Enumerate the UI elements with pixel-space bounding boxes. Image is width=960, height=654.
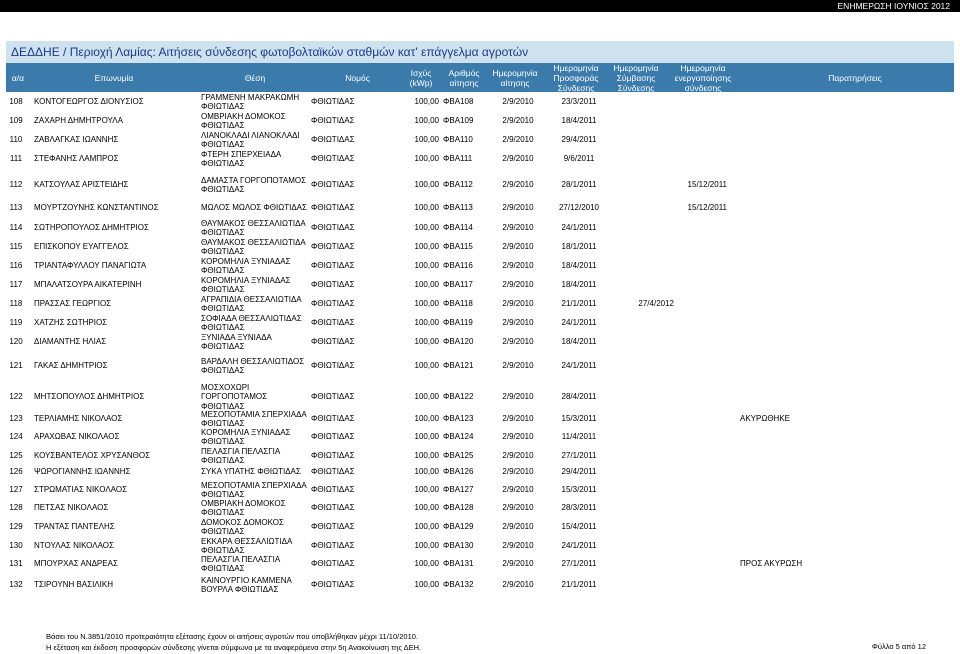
- cell-location: ΜΟΣΧΟΧΩΡΙ ΓΟΡΓΟΠΟΤΑΜΟΣ ΦΘΙΩΤΙΔΑΣ: [201, 382, 268, 411]
- cell-power: 100,00: [414, 299, 439, 309]
- cell-prefecture: ΦΘΙΩΤΙΔΑΣ: [311, 559, 355, 569]
- cell-app-date: 2/9/2010: [502, 135, 534, 145]
- cell-offer-date: 24/1/2011: [561, 318, 597, 328]
- cell-power: 100,00: [414, 522, 439, 532]
- col-header-power: Ισχύς (kWp): [409, 67, 433, 88]
- cell-app-number: ΦΒΑ131: [443, 559, 474, 569]
- page-title: ΔΕΔΔΗΕ / Περιοχή Λαμίας: Αιτήσεις σύνδεσης φωτοβολταϊκών σταθμών κατ' επάγγελμα αγροτών: [11, 45, 529, 59]
- cell-offer-date: 15/3/2011: [561, 485, 597, 495]
- cell-name: ΖΑΒΛΑΓΚΑΣ ΙΩΑΝΝΗΣ: [34, 135, 119, 145]
- cell-prefecture: ΦΘΙΩΤΙΔΑΣ: [311, 432, 355, 442]
- cell-aa: 108: [9, 97, 23, 107]
- cell-location: ΒΑΡΔΑΛΗ ΘΕΣΣΑΛΙΩΤΙΔΟΣ ΦΘΙΩΤΙΔΑΣ: [201, 356, 305, 375]
- cell-app-date: 2/9/2010: [502, 392, 534, 402]
- cell-aa: 114: [9, 223, 23, 233]
- cell-app-number: ΦΒΑ113: [443, 203, 473, 213]
- cell-prefecture: ΦΘΙΩΤΙΔΑΣ: [311, 414, 355, 424]
- cell-name: ΤΕΡΛΙΑΜΗΣ ΝΙΚΟΛΑΟΣ: [34, 414, 123, 424]
- cell-app-date: 2/9/2010: [502, 361, 534, 371]
- cell-power: 100,00: [414, 467, 439, 477]
- cell-location: ΛΙΑΝΟΚΛΑΔΙ ΛΙΑΝΟΚΛΑΔΙ ΦΘΙΩΤΙΔΑΣ: [201, 130, 300, 149]
- cell-power: 100,00: [414, 116, 439, 126]
- cell-location: ΚΑΙΝΟΥΡΓΙΟ ΚΑΜΜΕΝΑ ΒΟΥΡΛΑ ΦΘΙΩΤΙΔΑΣ: [201, 575, 292, 594]
- cell-app-number: ΦΒΑ127: [443, 485, 474, 495]
- cell-offer-date: 28/3/2011: [561, 503, 597, 513]
- cell-power: 100,00: [414, 135, 439, 145]
- cell-aa: 128: [9, 503, 23, 513]
- cell-prefecture: ΦΘΙΩΤΙΔΑΣ: [311, 318, 355, 328]
- cell-name: ΓΑΚΑΣ ΔΗΜΗΤΡΙΟΣ: [34, 361, 108, 371]
- cell-app-number: ΦΒΑ126: [443, 467, 474, 477]
- cell-name: ΜΠΑΛΑΤΣΟΥΡΑ ΑΙΚΑΤΕΡΙΝΗ: [34, 280, 142, 290]
- cell-app-date: 2/9/2010: [502, 154, 534, 164]
- cell-aa: 120: [9, 337, 23, 347]
- cell-power: 100,00: [414, 337, 439, 347]
- col-header-location: Θέση: [244, 72, 266, 83]
- cell-name: ΨΩΡΟΓΙΑΝΝΗΣ ΙΩΑΝΝΗΣ: [34, 467, 131, 477]
- cell-location: ΑΓΡΑΠΙΔΙΑ ΘΕΣΣΑΛΙΩΤΙΔΑ ΦΘΙΩΤΙΔΑΣ: [201, 294, 302, 313]
- cell-offer-date: 21/1/2011: [561, 299, 597, 309]
- cell-aa: 119: [9, 318, 23, 328]
- cell-power: 100,00: [414, 223, 439, 233]
- cell-location: ΔΟΜΟΚΟΣ ΔΟΜΟΚΟΣ ΦΘΙΩΤΙΔΑΣ: [201, 517, 284, 536]
- cell-app-number: ΦΒΑ116: [443, 261, 473, 271]
- cell-offer-date: 18/1/2011: [561, 242, 597, 252]
- cell-name: ΣΩΤΗΡΟΠΟΥΛΟΣ ΔΗΜΗΤΡΙΟΣ: [34, 223, 149, 233]
- cell-aa: 131: [9, 559, 23, 569]
- cell-app-number: ΦΒΑ108: [443, 97, 474, 107]
- col-header-activation-date: Ημερομηνία ενεργοποίησης σύνδεσης: [674, 62, 732, 93]
- cell-location: ΚΟΡΟΜΗΛΙΑ ΞΥΝΙΑΔΑΣ ΦΘΙΩΤΙΔΑΣ: [201, 275, 291, 294]
- cell-app-number: ΦΒΑ117: [443, 280, 473, 290]
- cell-app-date: 2/9/2010: [502, 116, 534, 126]
- cell-prefecture: ΦΘΙΩΤΙΔΑΣ: [311, 203, 355, 213]
- col-header-prefecture: Νομός: [345, 72, 370, 83]
- update-label: ΕΝΗΜΕΡΩΣΗ ΙΟΥΝΙΟΣ 2012: [837, 1, 950, 11]
- cell-app-number: ΦΒΑ112: [443, 180, 473, 190]
- cell-power: 100,00: [414, 392, 439, 402]
- cell-app-number: ΦΒΑ123: [443, 414, 474, 424]
- cell-aa: 124: [9, 432, 23, 442]
- cell-app-number: ΦΒΑ119: [443, 318, 473, 328]
- col-header-remarks: Παρατηρήσεις: [828, 72, 882, 83]
- cell-prefecture: ΦΘΙΩΤΙΔΑΣ: [311, 223, 355, 233]
- cell-prefecture: ΦΘΙΩΤΙΔΑΣ: [311, 135, 355, 145]
- cell-app-number: ΦΒΑ111: [443, 154, 473, 164]
- cell-app-date: 2/9/2010: [502, 97, 534, 107]
- cell-aa: 111: [9, 154, 23, 164]
- cell-app-date: 2/9/2010: [502, 432, 534, 442]
- cell-app-number: ΦΒΑ128: [443, 503, 474, 513]
- cell-app-number: ΦΒΑ110: [443, 135, 473, 145]
- cell-name: ΜΠΟΥΡΧΑΣ ΑΝΔΡΕΑΣ: [34, 559, 118, 569]
- cell-app-number: ΦΒΑ115: [443, 242, 473, 252]
- cell-power: 100,00: [414, 414, 439, 424]
- cell-app-number: ΦΒΑ118: [443, 299, 473, 309]
- cell-name: ΕΠΙΣΚΟΠΟΥ ΕΥΑΓΓΕΛΟΣ: [34, 242, 129, 252]
- cell-location: ΜΕΣΟΠΟΤΑΜΙΑ ΣΠΕΡΧΙΑΔΑ ΦΘΙΩΤΙΔΑΣ: [201, 480, 307, 499]
- cell-prefecture: ΦΘΙΩΤΙΔΑΣ: [311, 467, 355, 477]
- cell-power: 100,00: [414, 261, 439, 271]
- cell-name: ΧΑΤΖΗΣ ΣΩΤΗΡΙΟΣ: [34, 318, 108, 328]
- cell-app-number: ΦΒΑ132: [443, 580, 474, 590]
- cell-offer-date: 15/3/2011: [561, 414, 597, 424]
- cell-power: 100,00: [414, 432, 439, 442]
- cell-offer-date: 28/1/2011: [561, 180, 597, 190]
- cell-offer-date: 18/4/2011: [561, 337, 597, 347]
- cell-app-date: 2/9/2010: [502, 485, 534, 495]
- cell-app-date: 2/9/2010: [502, 180, 534, 190]
- cell-offer-date: 15/4/2011: [561, 522, 597, 532]
- cell-aa: 123: [9, 414, 23, 424]
- cell-app-date: 2/9/2010: [502, 503, 534, 513]
- cell-power: 100,00: [414, 485, 439, 495]
- cell-app-date: 2/9/2010: [502, 261, 534, 271]
- cell-name: ΝΤΟΥΛΑΣ ΝΙΚΟΛΑΟΣ: [34, 541, 114, 551]
- cell-app-date: 2/9/2010: [502, 541, 534, 551]
- cell-power: 100,00: [414, 97, 439, 107]
- cell-app-date: 2/9/2010: [502, 223, 534, 233]
- cell-aa: 110: [9, 135, 23, 145]
- footer-note-priority: Βάσει του Ν.3851/2010 προτεραιότητα εξέτασης έχουν οι αιτήσεις αγροτών που υποβλήθηκαν μέχρι 11/10/2010.: [46, 632, 418, 641]
- cell-name: ΚΑΤΣΟΥΛΑΣ ΑΡΙΣΤΕΙΔΗΣ: [34, 180, 129, 190]
- cell-name: ΠΡΑΣΣΑΣ ΓΕΩΡΓΙΟΣ: [34, 299, 112, 309]
- cell-aa: 121: [9, 361, 23, 371]
- cell-aa: 109: [9, 116, 23, 126]
- cell-location: ΠΕΛΑΣΓΙΑ ΠΕΛΑΣΓΙΑ ΦΘΙΩΤΙΔΑΣ: [201, 554, 281, 573]
- cell-aa: 112: [9, 180, 23, 190]
- cell-power: 100,00: [414, 154, 439, 164]
- cell-power: 100,00: [414, 559, 439, 569]
- cell-prefecture: ΦΘΙΩΤΙΔΑΣ: [311, 97, 355, 107]
- cell-location: ΜΕΣΟΠΟΤΑΜΙΑ ΣΠΕΡΧΙΑΔΑ ΦΘΙΩΤΙΔΑΣ: [201, 409, 307, 428]
- cell-power: 100,00: [414, 361, 439, 371]
- cell-app-number: ΦΒΑ130: [443, 541, 474, 551]
- cell-offer-date: 27/1/2011: [561, 451, 597, 461]
- cell-prefecture: ΦΘΙΩΤΙΔΑΣ: [311, 242, 355, 252]
- cell-power: 100,00: [414, 180, 439, 190]
- cell-app-number: ΦΒΑ129: [443, 522, 474, 532]
- cell-offer-date: 18/4/2011: [561, 261, 597, 271]
- cell-location: ΚΟΡΟΜΗΛΙΑ ΞΥΝΙΑΔΑΣ ΦΘΙΩΤΙΔΑΣ: [201, 427, 291, 446]
- cell-location: ΠΕΛΑΣΓΙΑ ΠΕΛΑΣΓΙΑ ΦΘΙΩΤΙΔΑΣ: [201, 446, 281, 465]
- cell-app-number: ΦΒΑ109: [443, 116, 474, 126]
- cell-contract-date: 27/4/2012: [638, 299, 674, 309]
- cell-power: 100,00: [414, 541, 439, 551]
- cell-location: ΚΟΡΟΜΗΛΙΑ ΞΥΝΙΑΔΑΣ ΦΘΙΩΤΙΔΑΣ: [201, 256, 291, 275]
- cell-aa: 117: [9, 280, 23, 290]
- cell-app-date: 2/9/2010: [502, 580, 534, 590]
- cell-prefecture: ΦΘΙΩΤΙΔΑΣ: [311, 485, 355, 495]
- cell-aa: 122: [9, 392, 23, 402]
- col-header-app-number: Αριθμός αίτησης: [448, 67, 480, 88]
- cell-location: ΟΜΒΡΙΑΚΗ ΔΟΜΟΚΟΣ ΦΘΙΩΤΙΔΑΣ: [201, 111, 286, 130]
- cell-activation-date: 15/12/2011: [687, 180, 727, 190]
- cell-name: ΣΤΕΦΑΝΗΣ ΛΑΜΠΡΟΣ: [34, 154, 119, 164]
- cell-offer-date: 18/4/2011: [561, 116, 597, 126]
- cell-app-date: 2/9/2010: [502, 242, 534, 252]
- cell-power: 100,00: [414, 280, 439, 290]
- cell-location: ΘΑΥΜΑΚΟΣ ΘΕΣΣΑΛΙΩΤΙΔΑ ΦΘΙΩΤΙΔΑΣ: [201, 237, 306, 256]
- cell-name: ΚΟΥΣΒΑΝΤΕΛΟΣ ΧΡΥΣΑΝΘΟΣ: [34, 451, 151, 461]
- cell-aa: 126: [9, 467, 23, 477]
- col-header-app-date: Ημερομηνία αίτησης: [492, 67, 538, 88]
- cell-prefecture: ΦΘΙΩΤΙΔΑΣ: [311, 299, 355, 309]
- cell-remarks: ΑΚΥΡΩΘΗΚΕ: [740, 414, 790, 424]
- cell-location: ΦΤΕΡΗ ΣΠΕΡΧΕΙΑΔΑ ΦΘΙΩΤΙΔΑΣ: [201, 149, 282, 168]
- cell-app-number: ΦΒΑ120: [443, 337, 474, 347]
- cell-prefecture: ΦΘΙΩΤΙΔΑΣ: [311, 451, 355, 461]
- cell-aa: 132: [9, 580, 23, 590]
- cell-offer-date: 11/4/2011: [561, 432, 597, 442]
- cell-location: ΞΥΝΙΑΔΑ ΞΥΝΙΑΔΑ ΦΘΙΩΤΙΔΑΣ: [201, 332, 272, 351]
- cell-prefecture: ΦΘΙΩΤΙΔΑΣ: [311, 154, 355, 164]
- cell-prefecture: ΦΘΙΩΤΙΔΑΣ: [311, 503, 355, 513]
- cell-location: ΓΡΑΜΜΕΝΗ ΜΑΚΡΑΚΩΜΗ ΦΘΙΩΤΙΔΑΣ: [201, 92, 300, 111]
- cell-aa: 127: [9, 485, 23, 495]
- col-header-aa: α/α: [11, 72, 25, 83]
- footer-note-procedure: Η εξέταση και έκδοση προσφορών σύνδεσης γίνεται σύμφωνα με τα αναφερόμενα στην 5η Ανακοίνωση της ΔΕΗ.: [46, 643, 422, 652]
- cell-app-date: 2/9/2010: [502, 337, 534, 347]
- cell-app-date: 2/9/2010: [502, 522, 534, 532]
- cell-aa: 115: [9, 242, 23, 252]
- cell-prefecture: ΦΘΙΩΤΙΔΑΣ: [311, 280, 355, 290]
- cell-name: ΤΡΑΝΤΑΣ ΠΑΝΤΕΛΗΣ: [34, 522, 115, 532]
- cell-app-number: ΦΒΑ122: [443, 392, 474, 402]
- cell-prefecture: ΦΘΙΩΤΙΔΑΣ: [311, 116, 355, 126]
- cell-name: ΑΡΑΧΩΒΑΣ ΝΙΚΟΛΑΟΣ: [34, 432, 120, 442]
- cell-name: ΜΗΤΣΟΠΟΥΛΟΣ ΔΗΜΗΤΡΙΟΣ: [34, 392, 145, 402]
- cell-aa: 130: [9, 541, 23, 551]
- cell-prefecture: ΦΘΙΩΤΙΔΑΣ: [311, 522, 355, 532]
- cell-aa: 116: [9, 261, 23, 271]
- cell-name: ΤΡΙΑΝΤΑΦΥΛΛΟΥ ΠΑΝΑΓΙΩΤΑ: [34, 261, 147, 271]
- col-header-offer-date: Ημερομηνία Προσφοράς Σύνδεσης: [553, 62, 599, 93]
- cell-prefecture: ΦΘΙΩΤΙΔΑΣ: [311, 261, 355, 271]
- cell-aa: 125: [9, 451, 23, 461]
- cell-app-date: 2/9/2010: [502, 414, 534, 424]
- cell-power: 100,00: [414, 451, 439, 461]
- cell-name: ΠΕΤΣΑΣ ΝΙΚΟΛΑΟΣ: [34, 503, 109, 513]
- cell-app-date: 2/9/2010: [502, 559, 534, 569]
- cell-app-date: 2/9/2010: [502, 299, 534, 309]
- cell-location: ΜΩΛΟΣ ΜΩΛΟΣ ΦΘΙΩΤΙΔΑΣ: [201, 203, 307, 213]
- cell-prefecture: ΦΘΙΩΤΙΔΑΣ: [311, 392, 355, 402]
- cell-offer-date: 21/1/2011: [561, 580, 597, 590]
- cell-power: 100,00: [414, 503, 439, 513]
- cell-offer-date: 28/4/2011: [561, 392, 597, 402]
- col-header-contract-date: Ημερομηνία Σύμβασης Σύνδεσης: [613, 62, 659, 93]
- cell-location: ΘΑΥΜΑΚΟΣ ΘΕΣΣΑΛΙΩΤΙΔΑ ΦΘΙΩΤΙΔΑΣ: [201, 218, 306, 237]
- cell-prefecture: ΦΘΙΩΤΙΔΑΣ: [311, 180, 355, 190]
- cell-app-date: 2/9/2010: [502, 451, 534, 461]
- cell-app-number: ΦΒΑ124: [443, 432, 474, 442]
- cell-location: ΔΑΜΑΣΤΑ ΓΟΡΓΟΠΟΤΑΜΟΣ ΦΘΙΩΤΙΔΑΣ: [201, 175, 307, 194]
- cell-prefecture: ΦΘΙΩΤΙΔΑΣ: [311, 580, 355, 590]
- cell-name: ΖΑΧΑΡΗ ΔΗΜΗΤΡΟΥΛΑ: [34, 116, 123, 126]
- cell-aa: 118: [9, 299, 23, 309]
- cell-offer-date: 18/4/2011: [561, 280, 597, 290]
- cell-name: ΣΤΡΩΜΑΤΙΑΣ ΝΙΚΟΛΑΟΣ: [34, 485, 128, 495]
- cell-offer-date: 29/4/2011: [561, 467, 597, 477]
- cell-activation-date: 15/12/2011: [687, 203, 727, 213]
- cell-aa: 113: [9, 203, 23, 213]
- cell-app-number: ΦΒΑ121: [443, 361, 474, 371]
- cell-offer-date: 24/1/2011: [561, 541, 597, 551]
- cell-name: ΔΙΑΜΑΝΤΗΣ ΗΛΙΑΣ: [34, 337, 107, 347]
- cell-location: ΟΜΒΡΙΑΚΗ ΔΟΜΟΚΟΣ ΦΘΙΩΤΙΔΑΣ: [201, 498, 286, 517]
- top-bar: [0, 0, 960, 12]
- cell-location: ΣΥΚΑ ΥΠΑΤΗΣ ΦΘΙΩΤΙΔΑΣ: [201, 467, 301, 477]
- cell-offer-date: 27/1/2011: [561, 559, 597, 569]
- cell-app-date: 2/9/2010: [502, 318, 534, 328]
- cell-location: ΣΟΦΙΑΔΑ ΘΕΣΣΑΛΙΩΤΙΔΑΣ ΦΘΙΩΤΙΔΑΣ: [201, 313, 302, 332]
- col-header-name: Επωνυμία: [94, 72, 134, 83]
- cell-name: ΚΟΝΤΟΓΕΩΡΓΟΣ ΔΙΟΝΥΣΙΟΣ: [34, 97, 144, 107]
- cell-offer-date: 29/4/2011: [561, 135, 597, 145]
- sheet-number: Φύλλο 5 από 12: [871, 642, 926, 651]
- cell-prefecture: ΦΘΙΩΤΙΔΑΣ: [311, 541, 355, 551]
- cell-offer-date: 9/6/2011: [563, 154, 595, 164]
- cell-power: 100,00: [414, 242, 439, 252]
- cell-offer-date: 24/1/2011: [561, 223, 597, 233]
- cell-prefecture: ΦΘΙΩΤΙΔΑΣ: [311, 361, 355, 371]
- cell-offer-date: 24/1/2011: [561, 361, 597, 371]
- cell-power: 100,00: [414, 318, 439, 328]
- cell-power: 100,00: [414, 203, 439, 213]
- cell-app-date: 2/9/2010: [502, 280, 534, 290]
- cell-app-date: 2/9/2010: [502, 467, 534, 477]
- cell-app-number: ΦΒΑ125: [443, 451, 474, 461]
- cell-offer-date: 27/12/2010: [558, 203, 600, 213]
- cell-app-date: 2/9/2010: [502, 203, 534, 213]
- cell-name: ΜΟΥΡΤΖΟΥΝΗΣ ΚΩΝΣΤΑΝΤΙΝΟΣ: [34, 203, 159, 213]
- cell-app-number: ΦΒΑ114: [443, 223, 473, 233]
- cell-name: ΤΣΙΡΟΥΝΗ ΒΑΣΙΛΙΚΗ: [34, 580, 113, 590]
- cell-prefecture: ΦΘΙΩΤΙΔΑΣ: [311, 337, 355, 347]
- cell-aa: 129: [9, 522, 23, 532]
- cell-offer-date: 23/3/2011: [561, 97, 597, 107]
- cell-location: ΕΚΚΑΡΑ ΘΕΣΣΑΛΙΩΤΙΔΑ ΦΘΙΩΤΙΔΑΣ: [201, 536, 293, 555]
- cell-power: 100,00: [414, 580, 439, 590]
- cell-remarks: ΠΡΟΣ ΑΚΥΡΩΣΗ: [740, 559, 803, 569]
